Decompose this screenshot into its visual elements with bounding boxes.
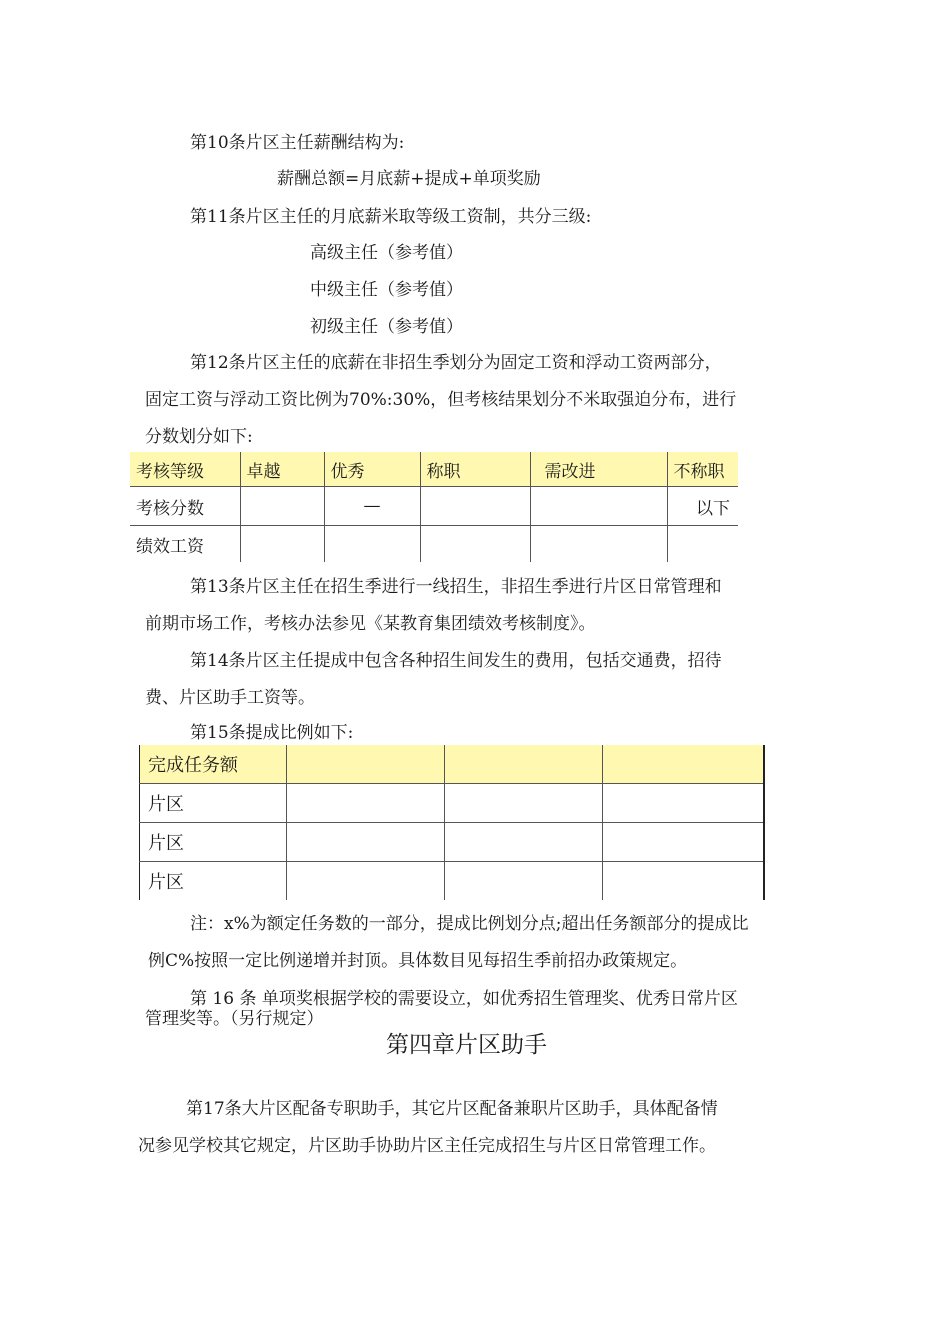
- header-cell: 考核等级: [130, 452, 240, 487]
- level-junior: 初级主任（参考值）: [310, 317, 463, 337]
- art11-title: 第11条片区主任的月底薪米取等级工资制，共分三级:: [190, 207, 592, 227]
- table-cell: [530, 526, 667, 563]
- art17-line1: 第17条大片区配备专职助手，其它片区配备兼职片区助手，具体配备情: [186, 1099, 718, 1119]
- header-cell: [445, 745, 603, 784]
- art10-formula: 薪酬总额=月底薪+提成+单项奖励: [277, 169, 541, 189]
- table-row: [140, 823, 764, 862]
- art12-line3: 分数划分如下:: [145, 427, 253, 447]
- header-cell: [287, 745, 445, 784]
- table-cell: [603, 823, 764, 862]
- header-cell: [603, 745, 764, 784]
- table-cell: 片区: [140, 784, 287, 823]
- art16-line1: 第 16 条 单项奖根据学校的需要设立，如优秀招生管理奖、优秀日常片区: [190, 989, 738, 1009]
- art14-line2: 费、片区助手工资等。: [145, 688, 315, 708]
- table-cell: [445, 823, 603, 862]
- table-cell: [530, 487, 667, 526]
- note-line2: 例C%按照一定比例递增并封顶。具体数目见每招生季前招办政策规定。: [148, 951, 688, 971]
- art15-title: 第15条提成比例如下:: [190, 723, 354, 743]
- chapter-title: 第四章片区助手: [386, 1032, 547, 1058]
- header-cell: 卓越: [240, 452, 324, 487]
- table-cell: 考核分数: [130, 487, 240, 526]
- table-cell: 片区: [140, 862, 287, 901]
- art13-line2: 前期市场工作，考核办法参见《某教育集团绩效考核制度》。: [145, 614, 596, 634]
- table-cell: [324, 526, 420, 563]
- art14-line1: 第14条片区主任提成中包含各种招生间发生的费用，包括交通费，招待: [190, 651, 722, 671]
- table-row: [130, 526, 738, 563]
- table-row: [140, 784, 764, 823]
- table-cell: [240, 487, 324, 526]
- header-cell: 优秀: [324, 452, 420, 487]
- table-row: [140, 862, 764, 901]
- level-senior: 高级主任（参考值）: [310, 243, 463, 263]
- level-middle: 中级主任（参考值）: [310, 280, 463, 300]
- header-cell: 称职: [420, 452, 530, 487]
- assessment-table: [130, 452, 738, 562]
- header-cell: 需改进: [530, 452, 667, 487]
- commission-table: [139, 745, 765, 900]
- table-cell: 绩效工资: [136, 536, 204, 557]
- table-cell: [667, 526, 738, 563]
- table-cell: [445, 862, 603, 901]
- table-cell: [445, 784, 603, 823]
- art17-line2: 况参见学校其它规定，片区助手协助片区主任完成招生与片区日常管理工作。: [138, 1136, 716, 1156]
- commission-header-row: [140, 745, 764, 784]
- table-cell: 片区: [140, 823, 287, 862]
- art16-line2: 管理奖等。（另行规定）: [145, 1009, 324, 1029]
- art10-title: 第10条片区主任薪酬结构为:: [190, 133, 405, 153]
- assessment-header-row: [130, 452, 738, 487]
- table-cell: [603, 862, 764, 901]
- art13-line1: 第13条片区主任在招生季进行一线招生，非招生季进行片区日常管理和: [190, 577, 722, 597]
- table-cell: [240, 526, 324, 563]
- table-cell: [287, 823, 445, 862]
- table-cell: 以下: [667, 487, 738, 526]
- note-line1: 注：x%为额定任务数的一部分，提成比例划分点;超出任务额部分的提成比: [190, 914, 749, 934]
- table-cell: —: [324, 487, 420, 526]
- table-cell: [287, 862, 445, 901]
- art12-line2: 固定工资与浮动工资比例为70%:30%，但考核结果划分不米取强迫分布，进行: [145, 390, 737, 410]
- table-row: [130, 487, 738, 526]
- table-cell: [420, 487, 530, 526]
- table-cell: [603, 784, 764, 823]
- table-cell: [287, 784, 445, 823]
- art12-line1: 第12条片区主任的底薪在非招生季划分为固定工资和浮动工资两部分，: [190, 353, 722, 373]
- header-cell: 完成任务额: [140, 745, 287, 784]
- table-cell: [420, 526, 530, 563]
- header-cell: 不称职: [667, 452, 738, 487]
